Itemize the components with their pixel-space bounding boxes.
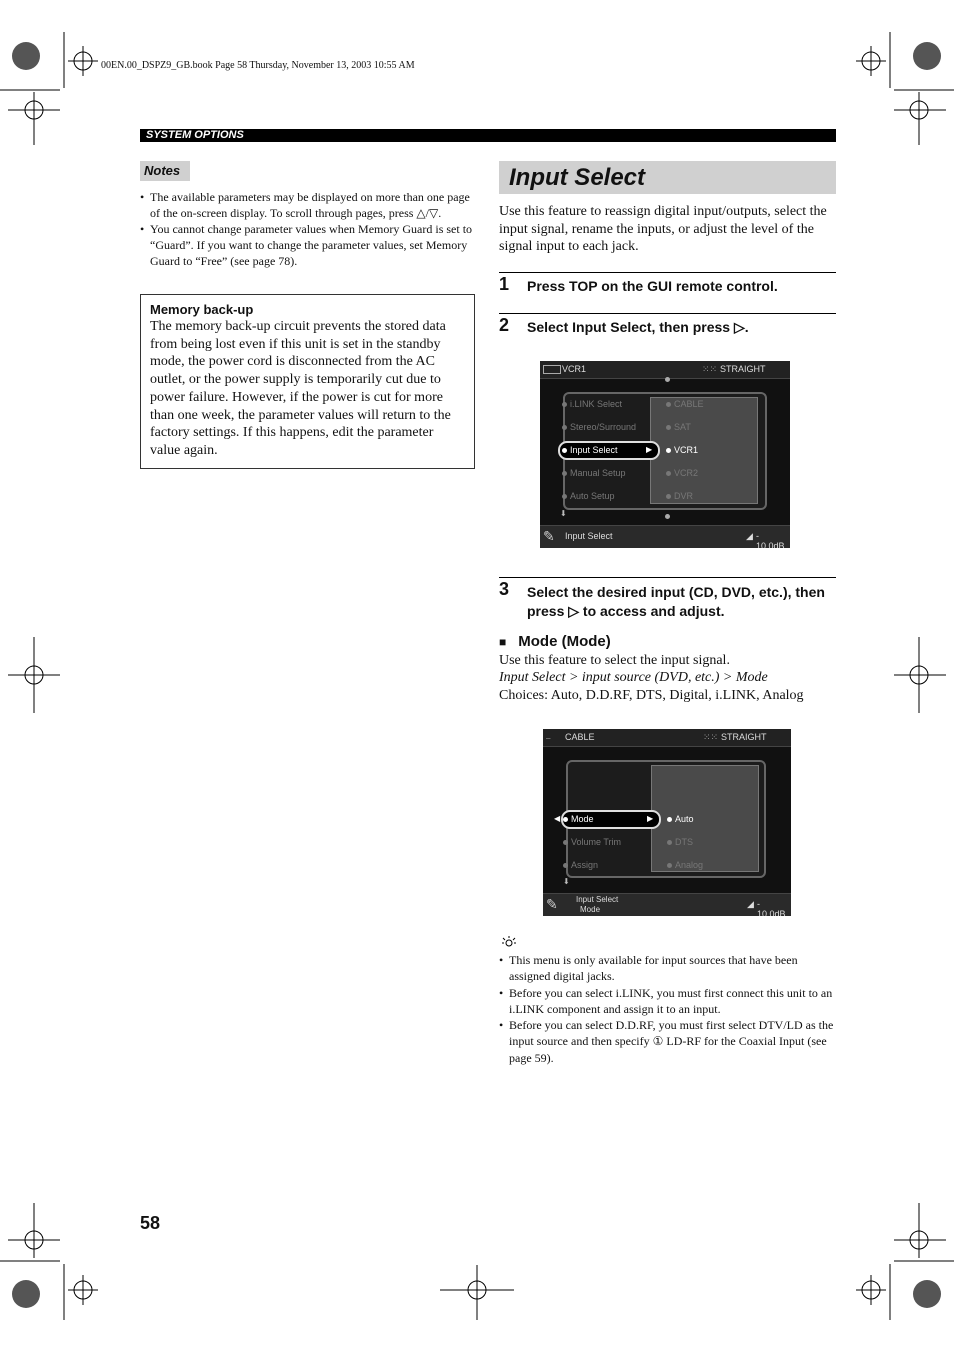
note-item: • You cannot change parameter values when Memory Guard is set to “Guard”. If you want to change the parameter values, set Memory Guard to “Free” (see page 78).: [140, 221, 475, 269]
tips-list: [499, 952, 839, 1066]
step-number: 1: [499, 274, 510, 294]
notes-label: Notes: [140, 161, 190, 181]
volume-icon: ◢: [747, 899, 754, 909]
arrow-right-icon: ▶: [647, 814, 654, 823]
osd-input-name: VCR1: [562, 364, 587, 374]
step-text: Select Input Select, then press ▷.: [527, 319, 749, 335]
osd-menu-item: i.LINK Select: [562, 399, 622, 409]
mode-heading: ■ Mode (Mode): [499, 633, 611, 650]
scroll-down-icon: ⬇: [560, 509, 567, 518]
osd-volume: - 10.0dB: [757, 899, 786, 916]
osd-top-bar: [543, 729, 791, 747]
speaker-icon: ⁙⁙: [703, 732, 719, 742]
osd-sound-mode: STRAIGHT: [720, 364, 766, 374]
osd-menu-subtitle: Mode: [580, 905, 601, 914]
osd-option: DTS: [667, 837, 693, 847]
osd-menu-item: Volume Trim: [563, 837, 621, 847]
page-number: 58: [140, 1213, 161, 1233]
step-text: Select the desired input (CD, DVD, etc.), then press ▷ to access and adjust.: [527, 584, 825, 619]
mode-path: Input Select > input source (DVD, etc.) > Mode: [499, 670, 768, 685]
divider: [499, 313, 836, 314]
step-text: Press TOP on the GUI remote control.: [527, 278, 778, 294]
osd-screen-mode: [543, 729, 791, 916]
square-bullet-icon: ■: [499, 635, 507, 649]
osd-menu-item: Stereo/Surround: [562, 422, 636, 432]
osd-menu-title: Input Select: [565, 531, 613, 541]
osd-menu-item: Assign: [563, 860, 598, 870]
scroll-down-icon: ⬇: [563, 877, 570, 886]
scroll-down-dot: [665, 514, 670, 519]
osd-screen-input-select: [540, 361, 790, 548]
tip-lightbulb-icon: [500, 935, 516, 949]
file-header: 00EN.00_DSPZ9_GB.book Page 58 Thursday, November 13, 2003 10:55 AM: [101, 60, 415, 71]
section-bar: [140, 129, 836, 142]
osd-bottom-bar: [543, 893, 791, 916]
speaker-icon: ⁙⁙: [702, 364, 718, 374]
note-item: • The available parameters may be displayed on more than one page of the on-screen display. To scroll through pages, press △/▽.: [140, 189, 475, 221]
osd-bottom-bar: [540, 525, 790, 548]
osd-menu-item: Manual Setup: [562, 468, 626, 478]
intro-text: Use this feature to reassign digital input/outputs, select the input signal, rename the inputs, or adjust the level of the signal input to each jack.: [499, 204, 827, 254]
memory-backup-box: [140, 294, 475, 469]
step-number: 2: [499, 315, 510, 335]
osd-option: VCR2: [666, 468, 698, 478]
guitar-icon: ✎: [543, 528, 555, 544]
arrow-left-icon: ◀: [554, 814, 561, 823]
osd-option-selected: Auto: [667, 814, 694, 824]
osd-option: Analog: [667, 860, 703, 870]
osd-option-selected: VCR1: [666, 445, 698, 455]
memory-backup-title: Memory back-up: [150, 302, 254, 317]
mode-description: Use this feature to select the input signal.: [499, 653, 730, 668]
divider: [499, 577, 836, 578]
scroll-up-dot: [665, 377, 670, 382]
osd-option: CABLE: [666, 399, 704, 409]
input-icon: [543, 365, 561, 374]
section-label: SYSTEM OPTIONS: [146, 129, 244, 141]
memory-backup-body: The memory back-up circuit prevents the stored data from being lost even if this unit is set in the standby mode, the power cord is disconnected from the AC outlet, or the power supply is temporarily cut due to power failure. However, if the power is cut for more than one week, the parameter values will return to the factory settings. If this happens, edit the parameter value again.: [150, 319, 451, 458]
input-icon: ⎯: [546, 733, 551, 743]
guitar-icon: ✎: [546, 896, 558, 912]
tip-item: • This menu is only available for input sources that have been assigned digital jacks.: [499, 952, 839, 985]
osd-menu-item-selected: Mode: [563, 814, 594, 824]
notes-list: [140, 189, 475, 269]
osd-option: DVR: [666, 491, 693, 501]
volume-icon: ◢: [746, 531, 753, 541]
osd-menu-title: Input Select: [576, 895, 619, 904]
osd-menu-item-selected: Input Select: [562, 445, 618, 455]
mode-choices: Choices: Auto, D.D.RF, DTS, Digital, i.LINK, Analog: [499, 688, 804, 703]
osd-volume: - 10.0dB: [756, 531, 785, 548]
osd-top-bar: [540, 361, 790, 379]
osd-menu-item: Auto Setup: [562, 491, 615, 501]
osd-input-name: CABLE: [565, 732, 595, 742]
page-title: Input Select: [509, 164, 646, 191]
arrow-right-icon: ▶: [646, 445, 653, 454]
page-title-bar: [499, 161, 836, 194]
osd-sound-mode: STRAIGHT: [721, 732, 767, 742]
tip-item: • Before you can select i.LINK, you must first connect this unit to an i.LINK component and assign it to an input.: [499, 985, 839, 1018]
osd-option: SAT: [666, 422, 691, 432]
divider: [499, 272, 836, 273]
tip-item: • Before you can select D.D.RF, you must first select DTV/LD as the input source and then specify ① LD-RF for the Coaxial Input (see page 59).: [499, 1017, 839, 1066]
step-number: 3: [499, 579, 510, 599]
